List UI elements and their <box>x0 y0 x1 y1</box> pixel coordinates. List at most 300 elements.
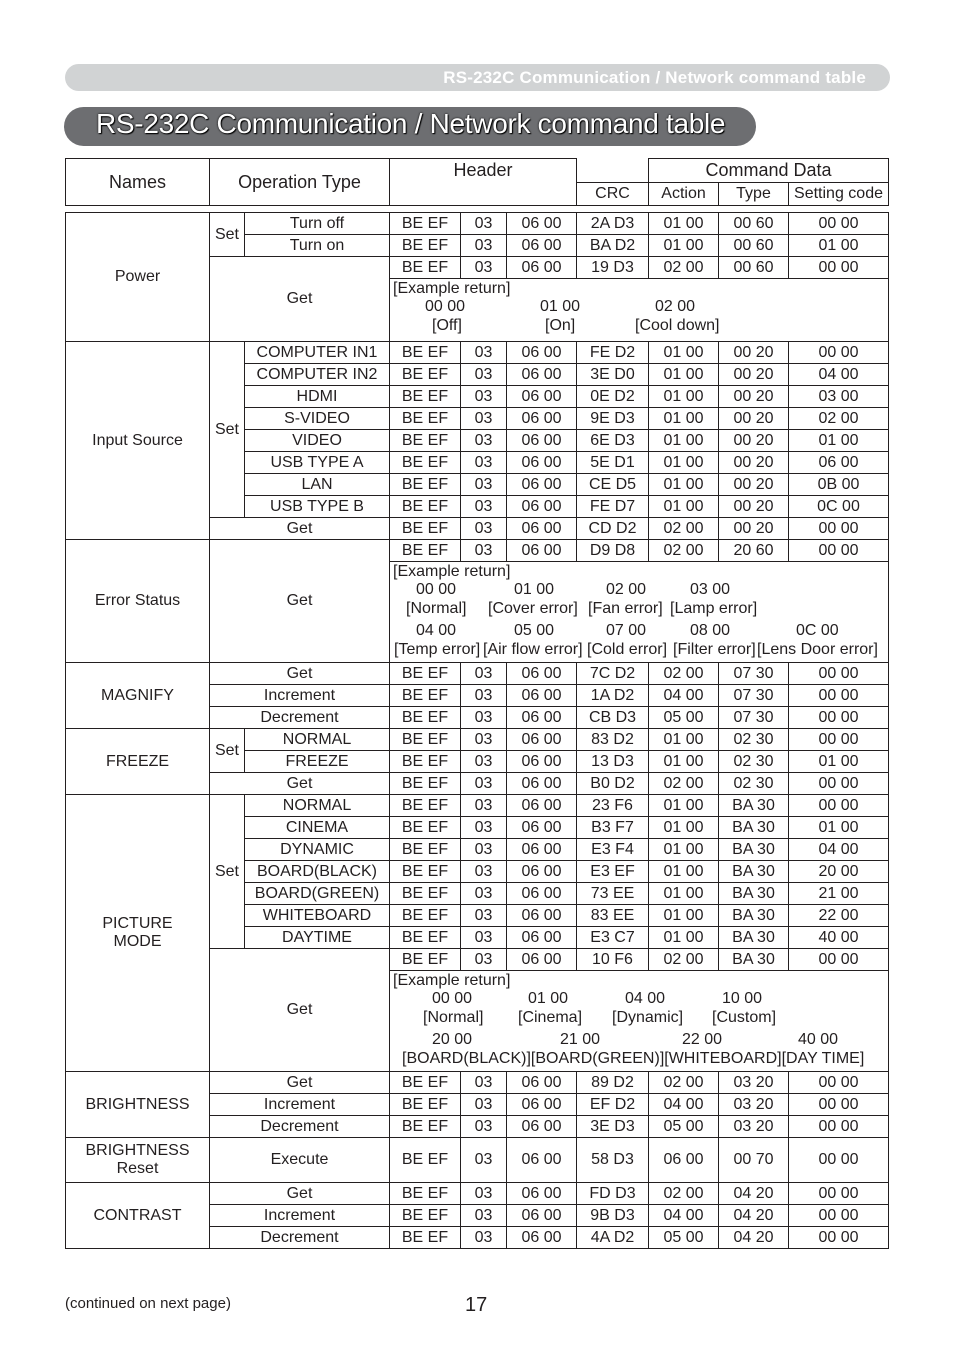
setting-code-cell: 01 00 <box>789 235 889 257</box>
operation-type: Get <box>210 257 390 342</box>
col-names: Names <box>66 159 210 206</box>
setting-code-cell: 22 00 <box>789 905 889 927</box>
header-03-cell: 03 <box>461 839 507 861</box>
operation-type: Set <box>210 729 245 773</box>
action-cell: 01 00 <box>649 861 719 883</box>
header-03-cell: 03 <box>461 663 507 685</box>
example-return-value: 03 00 <box>690 581 731 598</box>
example-return-value: 01 00 <box>514 581 555 598</box>
header-03-cell: 03 <box>461 1094 507 1116</box>
type-cell: 00 20 <box>719 496 789 518</box>
command-name <box>66 1138 210 1183</box>
operation-type: Increment <box>210 685 390 707</box>
example-return-value: 08 00 <box>690 622 731 639</box>
operation-subtype: Turn off <box>245 213 390 235</box>
example-return-value: 05 00 <box>514 622 555 639</box>
crc-cell: 13 D3 <box>577 751 649 773</box>
type-cell: 07 30 <box>719 707 789 729</box>
header-06-00-cell: 06 00 <box>507 474 577 496</box>
command-name: FREEZE <box>66 729 210 795</box>
setting-code-cell: 00 00 <box>789 685 889 707</box>
header-be-ef-cell: BE EF <box>390 518 461 540</box>
example-return-line <box>390 600 888 619</box>
header-be-ef-cell: BE EF <box>390 949 461 971</box>
setting-code-cell: 00 00 <box>789 1183 889 1205</box>
header-be-ef-cell: BE EF <box>390 474 461 496</box>
header-03-cell: 03 <box>461 452 507 474</box>
setting-code-cell: 00 00 <box>789 729 889 751</box>
header-06-00-cell: 06 00 <box>507 773 577 795</box>
setting-code-cell: 20 00 <box>789 861 889 883</box>
type-cell: BA 30 <box>719 817 789 839</box>
action-cell: 04 00 <box>649 685 719 707</box>
action-cell: 02 00 <box>649 949 719 971</box>
header-be-ef-cell: BE EF <box>390 883 461 905</box>
section-banner-text: RS-232C Communication / Network command table <box>443 68 866 87</box>
col-setting-code: Setting code <box>789 182 889 206</box>
page-number: 17 <box>465 1294 488 1316</box>
table-row <box>66 342 889 364</box>
header-03-cell: 03 <box>461 1072 507 1094</box>
header-06-00-cell: 06 00 <box>507 1183 577 1205</box>
crc-cell: B0 D2 <box>577 773 649 795</box>
header-03-cell: 03 <box>461 685 507 707</box>
action-cell: 01 00 <box>649 235 719 257</box>
example-return-label: [Example return] <box>393 563 511 580</box>
action-cell: 01 00 <box>649 927 719 949</box>
header-be-ef-cell: BE EF <box>390 1138 461 1183</box>
header-be-ef-cell: BE EF <box>390 795 461 817</box>
header-06-00-cell: 06 00 <box>507 729 577 751</box>
example-return-line <box>390 990 888 1009</box>
type-cell: BA 30 <box>719 795 789 817</box>
setting-code-cell: 21 00 <box>789 883 889 905</box>
example-return-value: [Dynamic] <box>612 1009 684 1026</box>
operation-type: Decrement <box>210 1227 390 1249</box>
operation-type: Get <box>210 518 390 540</box>
header-be-ef-cell: BE EF <box>390 235 461 257</box>
setting-code-cell: 01 00 <box>789 817 889 839</box>
operation-type: Get <box>210 773 390 795</box>
example-return-line <box>390 1031 888 1050</box>
action-cell: 01 00 <box>649 795 719 817</box>
example-return-value: [Lens Door error] <box>757 641 878 658</box>
header-06-00-cell: 06 00 <box>507 685 577 707</box>
setting-code-cell: 00 00 <box>789 795 889 817</box>
header-06-00-cell: 06 00 <box>507 883 577 905</box>
header-be-ef-cell: BE EF <box>390 257 461 279</box>
type-cell: 00 20 <box>719 342 789 364</box>
crc-cell: 3E D3 <box>577 1116 649 1138</box>
header-be-ef-cell: BE EF <box>390 861 461 883</box>
setting-code-cell: 00 00 <box>789 1072 889 1094</box>
command-name-text: PICTURE MODE <box>102 915 173 950</box>
operation-type: Set <box>210 342 245 518</box>
setting-code-cell: 00 00 <box>789 1116 889 1138</box>
operation-subtype: BOARD(GREEN) <box>245 883 390 905</box>
crc-cell: FD D3 <box>577 1183 649 1205</box>
operation-type: Set <box>210 795 245 949</box>
operation-type: Get <box>210 540 390 663</box>
crc-cell: B3 F7 <box>577 817 649 839</box>
header-06-00-cell: 06 00 <box>507 342 577 364</box>
table-row <box>66 213 889 235</box>
table-row <box>66 729 889 751</box>
header-06-00-cell: 06 00 <box>507 1116 577 1138</box>
header-06-00-cell: 06 00 <box>507 751 577 773</box>
crc-cell: 10 F6 <box>577 949 649 971</box>
header-be-ef-cell: BE EF <box>390 540 461 562</box>
action-cell: 01 00 <box>649 496 719 518</box>
action-cell: 01 00 <box>649 751 719 773</box>
example-return-line <box>390 298 888 317</box>
example-return-value: [Cinema] <box>518 1009 583 1026</box>
operation-type: Decrement <box>210 707 390 729</box>
crc-cell: 2A D3 <box>577 213 649 235</box>
table-row <box>66 1138 889 1183</box>
header-06-00-cell: 06 00 <box>507 1094 577 1116</box>
operation-subtype: HDMI <box>245 386 390 408</box>
header-03-cell: 03 <box>461 883 507 905</box>
action-cell: 02 00 <box>649 1183 719 1205</box>
action-cell: 01 00 <box>649 408 719 430</box>
col-type: Type <box>719 182 789 206</box>
example-return-value: 40 00 <box>798 1031 839 1048</box>
example-return-value: [Off] <box>432 317 462 334</box>
example-return-value: [Normal] <box>406 600 467 617</box>
type-cell: BA 30 <box>719 839 789 861</box>
operation-subtype: COMPUTER IN1 <box>245 342 390 364</box>
example-return-value: [Fan error] <box>588 600 663 617</box>
table-row <box>66 1183 889 1205</box>
example-return-value: 02 00 <box>606 581 647 598</box>
header-06-00-cell: 06 00 <box>507 1205 577 1227</box>
header-06-00-cell: 06 00 <box>507 927 577 949</box>
header-03-cell: 03 <box>461 474 507 496</box>
header-03-cell: 03 <box>461 518 507 540</box>
example-return-value: [Normal] <box>423 1009 484 1026</box>
example-return-value: [Temp error] <box>394 641 481 658</box>
operation-subtype: S-VIDEO <box>245 408 390 430</box>
crc-cell: 23 F6 <box>577 795 649 817</box>
setting-code-cell: 00 00 <box>789 1227 889 1249</box>
header-03-cell: 03 <box>461 773 507 795</box>
header-be-ef-cell: BE EF <box>390 905 461 927</box>
type-cell: 00 20 <box>719 518 789 540</box>
type-cell: BA 30 <box>719 949 789 971</box>
operation-type: Set <box>210 213 245 257</box>
operation-subtype: USB TYPE B <box>245 496 390 518</box>
action-cell: 02 00 <box>649 663 719 685</box>
command-name: Input Source <box>66 342 210 540</box>
operation-subtype: DAYTIME <box>245 927 390 949</box>
col-action: Action <box>649 182 719 206</box>
header-03-cell: 03 <box>461 861 507 883</box>
col-header: Header <box>390 159 577 183</box>
header-be-ef-cell: BE EF <box>390 408 461 430</box>
crc-cell: 58 D3 <box>577 1138 649 1183</box>
header-03-cell: 03 <box>461 817 507 839</box>
command-name-text: BRIGHTNESS Reset <box>85 1142 190 1177</box>
operation-type: Get <box>210 1072 390 1094</box>
header-03-cell: 03 <box>461 1116 507 1138</box>
operation-type: Get <box>210 949 390 1072</box>
page-title: RS-232C Communication / Network command table <box>96 108 726 139</box>
operation-type: Increment <box>210 1094 390 1116</box>
setting-code-cell: 0B 00 <box>789 474 889 496</box>
action-cell: 01 00 <box>649 839 719 861</box>
action-cell: 02 00 <box>649 518 719 540</box>
setting-code-cell: 00 00 <box>789 707 889 729</box>
operation-subtype: NORMAL <box>245 729 390 751</box>
header-06-00-cell: 06 00 <box>507 235 577 257</box>
command-name: Error Status <box>66 540 210 663</box>
type-cell: 00 60 <box>719 235 789 257</box>
type-cell: 00 60 <box>719 257 789 279</box>
header-be-ef-cell: BE EF <box>390 817 461 839</box>
type-cell: 03 20 <box>719 1072 789 1094</box>
example-return-line <box>390 317 888 336</box>
action-cell: 04 00 <box>649 1094 719 1116</box>
example-return-value: [Lamp error] <box>670 600 758 617</box>
header-03-cell: 03 <box>461 729 507 751</box>
setting-code-cell: 00 00 <box>789 257 889 279</box>
example-return-value: 00 00 <box>425 298 466 315</box>
setting-code-cell: 00 00 <box>789 1205 889 1227</box>
action-cell: 05 00 <box>649 1116 719 1138</box>
setting-code-cell: 04 00 <box>789 364 889 386</box>
type-cell: 00 70 <box>719 1138 789 1183</box>
header-06-00-cell: 06 00 <box>507 257 577 279</box>
type-cell: 00 20 <box>719 408 789 430</box>
header-03-cell: 03 <box>461 905 507 927</box>
operation-type: Get <box>210 663 390 685</box>
col-operation-type: Operation Type <box>210 159 390 206</box>
type-cell: 04 20 <box>719 1183 789 1205</box>
header-06-00-cell: 06 00 <box>507 213 577 235</box>
command-name: Power <box>66 213 210 342</box>
setting-code-cell: 00 00 <box>789 1094 889 1116</box>
crc-cell: 19 D3 <box>577 257 649 279</box>
action-cell: 02 00 <box>649 773 719 795</box>
example-return-value: 01 00 <box>540 298 581 315</box>
crc-cell: 73 EE <box>577 883 649 905</box>
example-return <box>390 562 889 663</box>
operation-type: Execute <box>210 1138 390 1183</box>
setting-code-cell: 00 00 <box>789 213 889 235</box>
action-cell: 04 00 <box>649 1205 719 1227</box>
setting-code-cell: 00 00 <box>789 949 889 971</box>
type-cell: 04 20 <box>719 1205 789 1227</box>
col-crc: CRC <box>577 182 649 206</box>
crc-cell: E3 F4 <box>577 839 649 861</box>
crc-cell: E3 EF <box>577 861 649 883</box>
type-cell: 07 30 <box>719 685 789 707</box>
type-cell: BA 30 <box>719 883 789 905</box>
operation-subtype: USB TYPE A <box>245 452 390 474</box>
example-return-value: 20 00 <box>432 1031 473 1048</box>
header-06-00-cell: 06 00 <box>507 1227 577 1249</box>
header-06-00-cell: 06 00 <box>507 386 577 408</box>
example-return-label: [Example return] <box>393 972 511 989</box>
type-cell: 03 20 <box>719 1116 789 1138</box>
action-cell: 01 00 <box>649 430 719 452</box>
header-be-ef-cell: BE EF <box>390 751 461 773</box>
header-03-cell: 03 <box>461 949 507 971</box>
action-cell: 01 00 <box>649 817 719 839</box>
header-06-00-cell: 06 00 <box>507 1138 577 1183</box>
operation-type: Decrement <box>210 1116 390 1138</box>
operation-subtype: BOARD(BLACK) <box>245 861 390 883</box>
operation-subtype: WHITEBOARD <box>245 905 390 927</box>
operation-subtype: NORMAL <box>245 795 390 817</box>
crc-cell: 83 D2 <box>577 729 649 751</box>
type-cell: 04 20 <box>719 1227 789 1249</box>
header-be-ef-cell: BE EF <box>390 663 461 685</box>
crc-cell: EF D2 <box>577 1094 649 1116</box>
header-03-cell: 03 <box>461 408 507 430</box>
type-cell: 00 20 <box>719 474 789 496</box>
action-cell: 01 00 <box>649 364 719 386</box>
header-06-00-cell: 06 00 <box>507 540 577 562</box>
header-be-ef-cell: BE EF <box>390 386 461 408</box>
type-cell: 02 30 <box>719 773 789 795</box>
action-cell: 01 00 <box>649 729 719 751</box>
setting-code-cell: 06 00 <box>789 452 889 474</box>
setting-code-cell: 00 00 <box>789 663 889 685</box>
setting-code-cell: 01 00 <box>789 430 889 452</box>
header-06-00-cell: 06 00 <box>507 408 577 430</box>
header-06-00-cell: 06 00 <box>507 518 577 540</box>
header-be-ef-cell: BE EF <box>390 773 461 795</box>
header-be-ef-cell: BE EF <box>390 1094 461 1116</box>
command-name: BRIGHTNESS <box>66 1072 210 1138</box>
header-be-ef-cell: BE EF <box>390 685 461 707</box>
crc-cell: 89 D2 <box>577 1072 649 1094</box>
action-cell: 05 00 <box>649 1227 719 1249</box>
column-header-table <box>65 158 889 206</box>
header-03-cell: 03 <box>461 496 507 518</box>
header-03-cell: 03 <box>461 213 507 235</box>
header-06-00-cell: 06 00 <box>507 1072 577 1094</box>
example-return-line <box>390 581 888 600</box>
crc-cell: FE D2 <box>577 342 649 364</box>
type-cell: 02 30 <box>719 729 789 751</box>
setting-code-cell: 00 00 <box>789 342 889 364</box>
crc-cell: CE D5 <box>577 474 649 496</box>
header-be-ef-cell: BE EF <box>390 1183 461 1205</box>
header-06-00-cell: 06 00 <box>507 817 577 839</box>
crc-cell: 0E D2 <box>577 386 649 408</box>
setting-code-cell: 03 00 <box>789 386 889 408</box>
header-be-ef-cell: BE EF <box>390 342 461 364</box>
header-be-ef-cell: BE EF <box>390 452 461 474</box>
operation-subtype: VIDEO <box>245 430 390 452</box>
example-return-label: [Example return] <box>393 280 511 297</box>
crc-cell: 9E D3 <box>577 408 649 430</box>
header-03-cell: 03 <box>461 364 507 386</box>
example-return-value: 00 00 <box>416 581 457 598</box>
action-cell: 01 00 <box>649 386 719 408</box>
action-cell: 01 00 <box>649 905 719 927</box>
header-03-cell: 03 <box>461 751 507 773</box>
header-be-ef-cell: BE EF <box>390 707 461 729</box>
operation-subtype: Turn on <box>245 235 390 257</box>
table-row <box>66 1072 889 1094</box>
type-cell: 03 20 <box>719 1094 789 1116</box>
crc-cell: 3E D0 <box>577 364 649 386</box>
type-cell: 00 20 <box>719 430 789 452</box>
header-03-cell: 03 <box>461 927 507 949</box>
example-return-value: 10 00 <box>722 990 763 1007</box>
setting-code-cell: 00 00 <box>789 773 889 795</box>
example-return-line <box>390 1050 888 1069</box>
example-return-value: 04 00 <box>416 622 457 639</box>
header-be-ef-cell: BE EF <box>390 364 461 386</box>
action-cell: 02 00 <box>649 257 719 279</box>
example-return-line <box>390 641 888 660</box>
header-03-cell: 03 <box>461 795 507 817</box>
example-return-value: [Cool down] <box>635 317 720 334</box>
table-row <box>66 540 889 562</box>
example-return-value: 00 00 <box>432 990 473 1007</box>
setting-code-cell: 04 00 <box>789 839 889 861</box>
type-cell: BA 30 <box>719 905 789 927</box>
header-be-ef-cell: BE EF <box>390 496 461 518</box>
setting-code-cell: 00 00 <box>789 1138 889 1183</box>
col-command-data: Command Data <box>649 159 889 183</box>
crc-cell: E3 C7 <box>577 927 649 949</box>
header-be-ef-cell: BE EF <box>390 213 461 235</box>
type-cell: 00 20 <box>719 364 789 386</box>
operation-subtype: LAN <box>245 474 390 496</box>
action-cell: 01 00 <box>649 452 719 474</box>
crc-cell: 4A D2 <box>577 1227 649 1249</box>
operation-type: Get <box>210 1183 390 1205</box>
setting-code-cell: 01 00 <box>789 751 889 773</box>
header-03-cell: 03 <box>461 1227 507 1249</box>
crc-cell: 6E D3 <box>577 430 649 452</box>
example-return-value: [On] <box>545 317 576 334</box>
example-return-value: 0C 00 <box>796 622 839 639</box>
example-return-value: [BOARD(BLACK)][BOARD(GREEN)][WHITEBOARD][DAY TIME] <box>402 1050 865 1067</box>
header-03-cell: 03 <box>461 540 507 562</box>
command-name <box>66 795 210 1072</box>
page-title-bar <box>64 107 756 146</box>
command-table <box>65 212 889 1249</box>
header-03-cell: 03 <box>461 1205 507 1227</box>
crc-cell: CB D3 <box>577 707 649 729</box>
action-cell: 01 00 <box>649 213 719 235</box>
example-return-value: 04 00 <box>625 990 666 1007</box>
type-cell: 00 60 <box>719 213 789 235</box>
example-return <box>390 971 889 1072</box>
table-row <box>66 663 889 685</box>
header-06-00-cell: 06 00 <box>507 430 577 452</box>
example-return-value: [Custom] <box>712 1009 777 1026</box>
example-return-value: [Cold error] <box>587 641 668 658</box>
header-be-ef-cell: BE EF <box>390 1205 461 1227</box>
type-cell: 02 30 <box>719 751 789 773</box>
type-cell: 00 20 <box>719 386 789 408</box>
example-return-value: 02 00 <box>655 298 696 315</box>
example-return-line <box>390 622 888 641</box>
action-cell: 01 00 <box>649 474 719 496</box>
setting-code-cell: 00 00 <box>789 518 889 540</box>
setting-code-cell: 0C 00 <box>789 496 889 518</box>
crc-cell: 5E D1 <box>577 452 649 474</box>
example-return-value: 07 00 <box>606 622 647 639</box>
